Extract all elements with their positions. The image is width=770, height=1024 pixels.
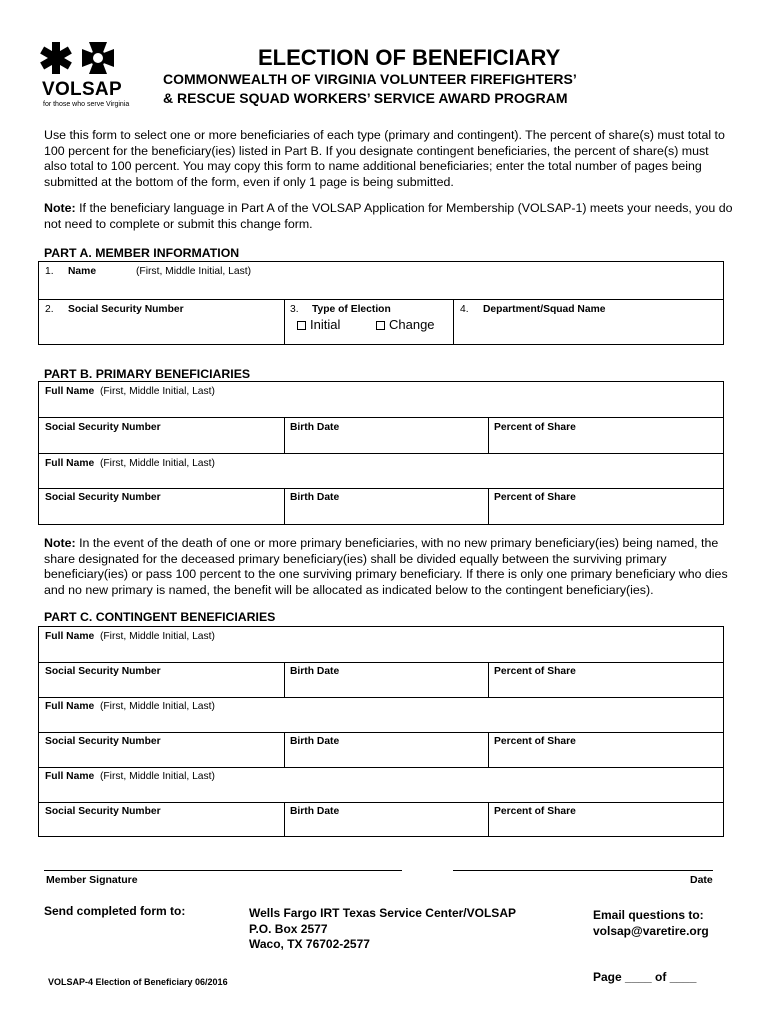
primary-2-birth-date-field[interactable] (285, 505, 487, 524)
member-name-hint: (First, Middle Initial, Last) (136, 266, 252, 277)
date-label: Date (690, 874, 713, 886)
primary-1-name-field[interactable] (39, 398, 723, 416)
percent-share-label-text: Percent of Share (494, 492, 576, 503)
birth-date-label-text: Birth Date (290, 806, 340, 817)
part-b-heading: PART B. PRIMARY BENEFICIARIES (44, 367, 251, 381)
percent-share-label-text: Percent of Share (494, 422, 576, 433)
primary-2-name-field[interactable] (39, 470, 723, 487)
department-label-text: Department/Squad Name (483, 304, 606, 315)
birth-date-label (290, 736, 339, 747)
ssn-label (45, 492, 161, 503)
address-line-2: P.O. Box 2577 (249, 921, 328, 936)
note-label: Note: (44, 536, 76, 550)
contingent-2-name-field[interactable] (39, 713, 723, 731)
email-address[interactable]: volsap@varetire.org (593, 923, 709, 938)
percent-share-label-text: Percent of Share (494, 806, 576, 817)
change-option-label: Change (389, 317, 435, 332)
contingent-2-percent-field[interactable] (489, 749, 723, 766)
form-subtitle-line-1: COMMONWEALTH OF VIRGINIA VOLUNTEER FIREFIGHTERS’ (163, 71, 577, 87)
contingent-2-birth-date-field[interactable] (285, 749, 487, 766)
divider (39, 488, 723, 489)
primary-1-percent-field[interactable] (489, 435, 723, 452)
percent-share-label-text: Percent of Share (494, 736, 576, 747)
ssn-label-text: Social Security Number (45, 666, 161, 677)
divider (39, 662, 723, 663)
contingent-1-ssn-field[interactable] (39, 679, 283, 696)
field-number-3: 3. (290, 304, 299, 315)
percent-share-label-text: Percent of Share (494, 666, 576, 677)
full-name-label (45, 631, 215, 642)
primary-1-birth-date-field[interactable] (285, 435, 487, 452)
full-name-label (45, 771, 215, 782)
ssn-label (45, 806, 161, 817)
ssn-label-text: Social Security Number (45, 422, 161, 433)
contingent-beneficiaries-table (38, 626, 724, 837)
note-primary-death (44, 536, 734, 598)
form-subtitle-line-2: & RESCUE SQUAD WORKERS’ SERVICE AWARD PROGRAM (163, 90, 568, 106)
primary-2-percent-field[interactable] (489, 505, 723, 524)
primary-1-ssn-field[interactable] (39, 435, 283, 452)
full-name-label-text: Full Name (45, 771, 95, 782)
member-signature-line[interactable] (44, 870, 402, 871)
member-name-label-text: Name (68, 266, 97, 277)
full-name-label-text: Full Name (45, 458, 95, 469)
birth-date-label-text: Birth Date (290, 492, 340, 503)
contingent-3-birth-date-field[interactable] (285, 819, 487, 836)
intro-paragraph: Use this form to select one or more beneficiaries of each type (primary and contingent). The percent of share(s) must total to 100 percent for the beneficiary(ies) listed in Part B. If you designate contingent beneficiaries, the percent of share(s) must also total to 100 percent. You may copy this form to name additional beneficiaries; enter the total number of pages being submitted at the bottom of the form, even if only 1 page is being submitted. (44, 128, 725, 189)
contingent-3-ssn-field[interactable] (39, 819, 283, 836)
contingent-2-ssn-field[interactable] (39, 749, 283, 766)
form-title: ELECTION OF BENEFICIARY (258, 45, 561, 70)
member-ssn-label-text: Social Security Number (68, 304, 184, 315)
divider (39, 299, 723, 300)
divider (39, 732, 723, 733)
contingent-3-percent-field[interactable] (489, 819, 723, 836)
send-to-label: Send completed form to: (44, 904, 186, 918)
ssn-label-text: Social Security Number (45, 736, 161, 747)
page-count: Page ____ of ____ (593, 970, 697, 984)
email-block (593, 908, 709, 939)
note-text: In the event of the death of one or more primary beneficiaries, with no new primary beneficiary(ies) being named, the share designated for the deceased primary beneficiary(ies) shall be divided equally between the surviving primary beneficiary(ies) or pass 100 percent to the one surviving primary beneficiary. If there is only one primary beneficiary who dies and no new primary is named, the benefit will be allocated as indicated below to the contingent beneficiary(ies). (44, 536, 728, 597)
birth-date-label (290, 492, 339, 503)
field-number-4: 4. (460, 304, 469, 315)
address-line-1: Wells Fargo IRT Texas Service Center/VOLSAP (249, 906, 516, 920)
email-label: Email questions to: (593, 908, 704, 922)
birth-date-label-text: Birth Date (290, 736, 340, 747)
election-type-label-text: Type of Election (312, 304, 391, 315)
field-number-1: 1. (45, 266, 54, 277)
divider (284, 299, 285, 344)
full-name-label-text: Full Name (45, 386, 95, 397)
note-text: If the beneficiary language in Part A of the VOLSAP Application for Membership (VOLSAP-1) meets your needs, you do not need to complete or submit this change form. (44, 201, 733, 231)
percent-share-label (494, 736, 576, 747)
birth-date-label-text: Birth Date (290, 666, 340, 677)
initial-checkbox[interactable] (297, 317, 340, 332)
member-info-table (38, 261, 724, 345)
logo-wordmark: VOLSAP (42, 79, 122, 100)
department-field[interactable] (454, 318, 723, 344)
ssn-label (45, 736, 161, 747)
birth-date-label-text: Birth Date (290, 422, 340, 433)
percent-share-label (494, 422, 576, 433)
mailing-address (249, 906, 516, 953)
checkbox-icon (376, 321, 385, 330)
full-name-label (45, 458, 215, 469)
member-name-field[interactable] (39, 278, 723, 298)
part-c-heading: PART C. CONTINGENT BENEFICIARIES (44, 610, 276, 624)
member-ssn-field[interactable] (39, 318, 283, 344)
percent-share-label (494, 666, 576, 677)
divider (39, 767, 723, 768)
ssn-label (45, 422, 161, 433)
percent-share-label (494, 806, 576, 817)
full-name-label (45, 701, 215, 712)
birth-date-label (290, 422, 339, 433)
full-name-label-text: Full Name (45, 701, 95, 712)
form-id: VOLSAP-4 Election of Beneficiary 06/2016 (48, 977, 228, 987)
member-signature-label: Member Signature (46, 874, 138, 886)
field-number-2: 2. (45, 304, 54, 315)
full-name-hint: (First, Middle Initial, Last) (99, 458, 215, 469)
election-type-label (312, 304, 391, 315)
primary-beneficiaries-table (38, 381, 724, 525)
part-a-heading: PART A. MEMBER INFORMATION (44, 246, 240, 260)
percent-share-label (494, 492, 576, 503)
birth-date-label (290, 806, 339, 817)
contingent-3-name-field[interactable] (39, 783, 723, 801)
note-membership (44, 201, 734, 232)
logo-tagline: for those who serve Virginia (43, 101, 130, 108)
checkbox-icon (297, 321, 306, 330)
contingent-1-percent-field[interactable] (489, 679, 723, 696)
address-line-3: Waco, TX 76702-2577 (249, 937, 370, 951)
full-name-hint: (First, Middle Initial, Last) (99, 631, 215, 642)
logo-emblem-icon (40, 40, 130, 80)
full-name-label (45, 386, 215, 397)
divider (39, 697, 723, 698)
department-label (483, 304, 605, 315)
contingent-1-name-field[interactable] (39, 643, 723, 661)
member-ssn-label (68, 304, 184, 315)
divider (39, 453, 723, 454)
full-name-hint: (First, Middle Initial, Last) (99, 771, 215, 782)
primary-2-ssn-field[interactable] (39, 505, 283, 524)
note-label: Note: (44, 201, 76, 215)
ssn-label (45, 666, 161, 677)
contingent-1-birth-date-field[interactable] (285, 679, 487, 696)
divider (39, 417, 723, 418)
full-name-hint: (First, Middle Initial, Last) (99, 386, 215, 397)
change-checkbox[interactable] (376, 317, 435, 332)
date-line[interactable] (453, 870, 713, 871)
initial-option-label: Initial (310, 317, 341, 332)
volsap-logo (40, 40, 130, 110)
member-name-label (68, 266, 96, 277)
ssn-label-text: Social Security Number (45, 806, 161, 817)
divider (39, 802, 723, 803)
ssn-label-text: Social Security Number (45, 492, 161, 503)
full-name-hint: (First, Middle Initial, Last) (99, 701, 215, 712)
full-name-label-text: Full Name (45, 631, 95, 642)
birth-date-label (290, 666, 339, 677)
